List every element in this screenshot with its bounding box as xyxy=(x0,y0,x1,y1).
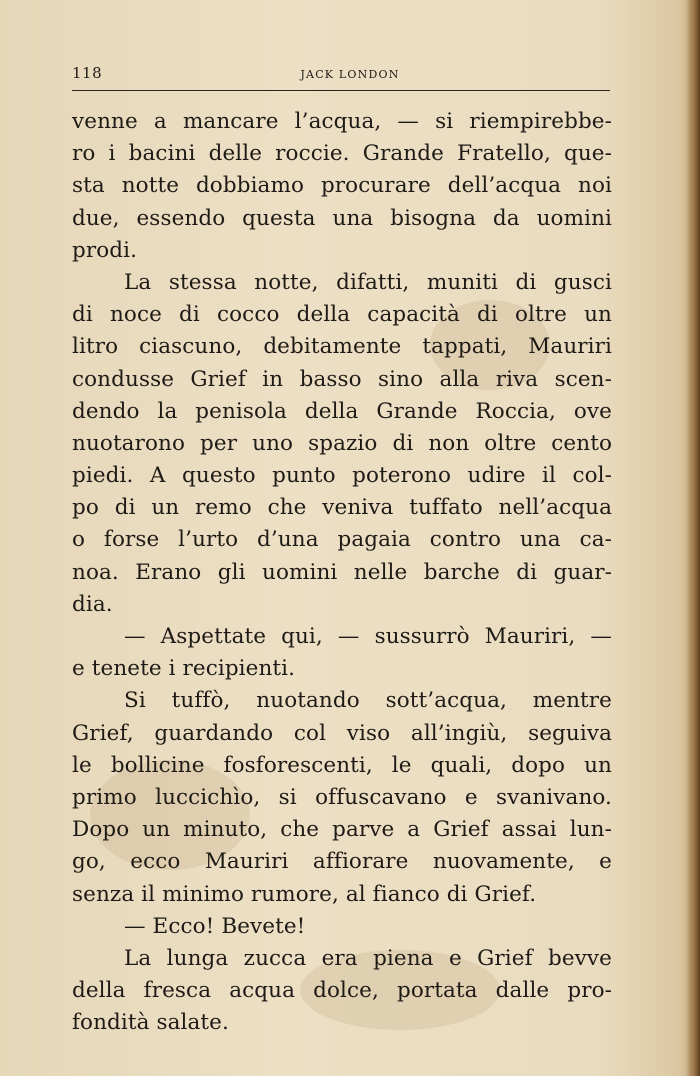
text-line: nuotarono per uno spazio di non oltre cento xyxy=(72,430,612,456)
text-line: Si tuffò, nuotando sott’acqua, mentre xyxy=(124,688,612,714)
text-line: e tenete i recipienti. xyxy=(72,656,296,682)
page-number: 118 xyxy=(72,64,103,82)
text-line: fondità salate. xyxy=(72,1010,229,1036)
text-line: sta notte dobbiamo procurare dell’acqua noi xyxy=(72,173,612,199)
text-line: go, ecco Mauriri affiorare nuovamente, e xyxy=(72,849,612,875)
text-line: della fresca acqua dolce, portata dalle pro- xyxy=(72,978,612,1004)
text-line: piedi. A questo punto poterono udire il col- xyxy=(72,463,612,489)
text-line: le bollicine fosforescenti, le quali, dopo un xyxy=(72,752,612,778)
page-header xyxy=(72,62,610,88)
text-line: — Ecco! Bevete! xyxy=(124,913,306,939)
text-line: ro i bacini delle roccie. Grande Fratello, que- xyxy=(72,141,612,167)
text-line: venne a mancare l’acqua, — si riempirebbe- xyxy=(72,109,612,134)
text-line: Dopo un minuto, che parve a Grief assai lun- xyxy=(72,817,612,843)
text-line: litro ciascuno, debitamente tappati, Mauriri xyxy=(72,334,612,360)
text-line: dia. xyxy=(72,591,113,617)
text-line: due, essendo questa una bisogna da uomini xyxy=(72,205,612,231)
page-edge-shadow xyxy=(686,0,700,1076)
header-rule xyxy=(72,90,610,91)
text-line: noa. Erano gli uomini nelle barche di guar- xyxy=(72,559,612,585)
body-text xyxy=(72,106,612,1039)
text-line: Grief, guardando col viso all’ingiù, seguiva xyxy=(72,720,612,746)
text-line: po di un remo che veniva tuffato nell’acqua xyxy=(72,495,612,521)
text-line: condusse Grief in basso sino alla riva scen- xyxy=(72,366,612,392)
text-line: — Aspettate qui, — sussurrò Mauriri, — xyxy=(124,624,612,649)
text-line: La lunga zucca era piena e Grief bevve xyxy=(124,945,612,971)
text-line: di noce di cocco della capacità di oltre un xyxy=(72,302,612,328)
text-line: senza il minimo rumore, al fianco di Grief. xyxy=(72,881,537,907)
text-line: dendo la penisola della Grande Roccia, ove xyxy=(72,398,612,424)
text-line: La stessa notte, difatti, muniti di gusci xyxy=(124,269,612,295)
running-title: JACK LONDON xyxy=(300,68,400,81)
text-line: o forse l’urto d’una pagaia contro una ca- xyxy=(72,527,612,553)
text-line: primo luccichìo, si offuscavano e svanivano. xyxy=(72,784,612,810)
text-line: prodi. xyxy=(72,237,138,263)
